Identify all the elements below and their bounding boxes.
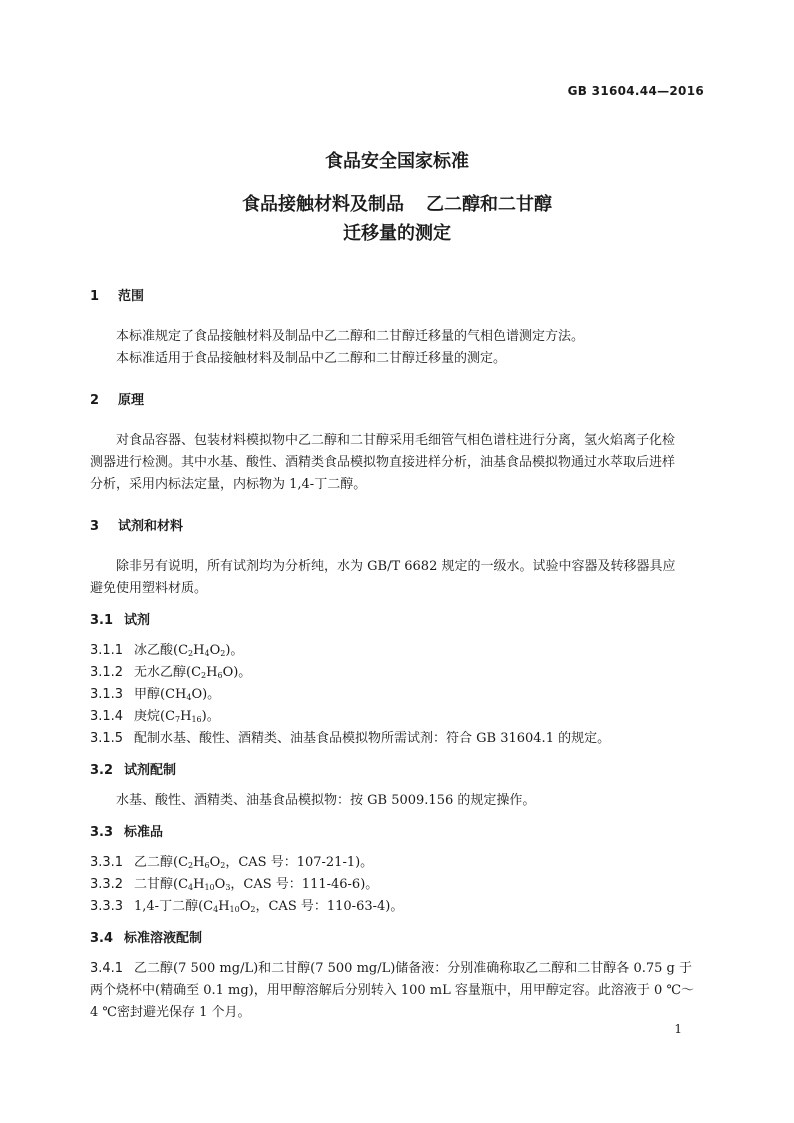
list-item: 3.1.4 庚烷$(C_7H_{16})$。 xyxy=(90,709,220,724)
section-heading-3-4: 3.4 标准溶液配制 xyxy=(90,931,203,946)
title-block xyxy=(0,149,794,247)
standard-title: 食品安全国家标准 xyxy=(325,151,469,172)
list-item: 3.1.3 甲醇$(CH_4O)$。 xyxy=(90,687,221,702)
paragraph: 除非另有说明，所有试剂均为分析纯，水为 GB/T 6682 规定的一级水。试验中容器及转移器具应 避免使用塑料材质。 xyxy=(90,559,676,596)
page-number: 1 xyxy=(674,1022,682,1036)
section-heading-2: 2 原理 xyxy=(90,393,145,408)
list-item: 3.1.5 配制水基、酸性、酒精类、油基食品模拟物所需试剂：符合 GB 31604.1 的规定。 xyxy=(90,731,611,746)
section-heading-1: 1 范围 xyxy=(90,289,145,304)
paragraph: 3.4.1 乙二醇(7 500 mg/L)和二甘醇(7 500 mg/L)储备液：分别准确称取乙二醇和二甘醇各 0.75 g 于 两个烧杯中(精确至 0.1 mg)，用甲醇溶解后分别转入 100 mL 容量瓶中，用甲醇定容。此溶液于 0 ℃～ 4 ℃密封避光保存 1 个月。 xyxy=(90,961,694,1020)
paragraph: 对食品容器、包装材料模拟物中乙二醇和二甘醇采用毛细管气相色谱柱进行分离，氢火焰离子化检 测器进行检测。其中水基、酸性、酒精类食品模拟物直接进样分析，油基食品模拟物通过水萃取后进样 分析，采用内标法定量，内标物为 1,4-丁二醇。 xyxy=(90,433,676,492)
document-title-line1: 食品接触材料及制品 乙二醇和二甘醇 xyxy=(242,194,552,215)
paragraph: 本标准规定了食品接触材料及制品中乙二醇和二甘醇迁移量的气相色谱测定方法。 xyxy=(116,329,585,344)
section-heading-3-1: 3.1 试剂 xyxy=(90,613,151,628)
section-heading-3-2: 3.2 试剂配制 xyxy=(90,763,177,778)
standard-code: GB 31604.44—2016 xyxy=(567,84,704,98)
list-item: 3.1.2 无水乙醇$(C_2H_6O)$。 xyxy=(90,665,252,680)
section-heading-3-3: 3.3 标准品 xyxy=(90,825,164,840)
paragraph: 本标准适用于食品接触材料及制品中乙二醇和二甘醇迁移量的测定。 xyxy=(116,351,507,366)
list-item: 3.1.1 冰乙酸$(C_2H_4O_2)$。 xyxy=(90,643,244,658)
document-title-line2: 迁移量的测定 xyxy=(343,223,451,244)
paragraph: 水基、酸性、酒精类、油基食品模拟物：按 GB 5009.156 的规定操作。 xyxy=(116,793,536,808)
list-item: 3.3.2 二甘醇($C_4H_{10}O_3$，CAS 号：111-46-6)。 xyxy=(90,877,379,892)
list-item: 3.3.3 1,4-丁二醇($C_4H_{10}O_2$，CAS 号：110-63-4)。 xyxy=(90,899,404,914)
section-heading-3: 3 试剂和材料 xyxy=(90,519,184,534)
list-item: 3.3.1 乙二醇($C_2H_6O_2$，CAS 号：107-21-1)。 xyxy=(90,855,374,870)
